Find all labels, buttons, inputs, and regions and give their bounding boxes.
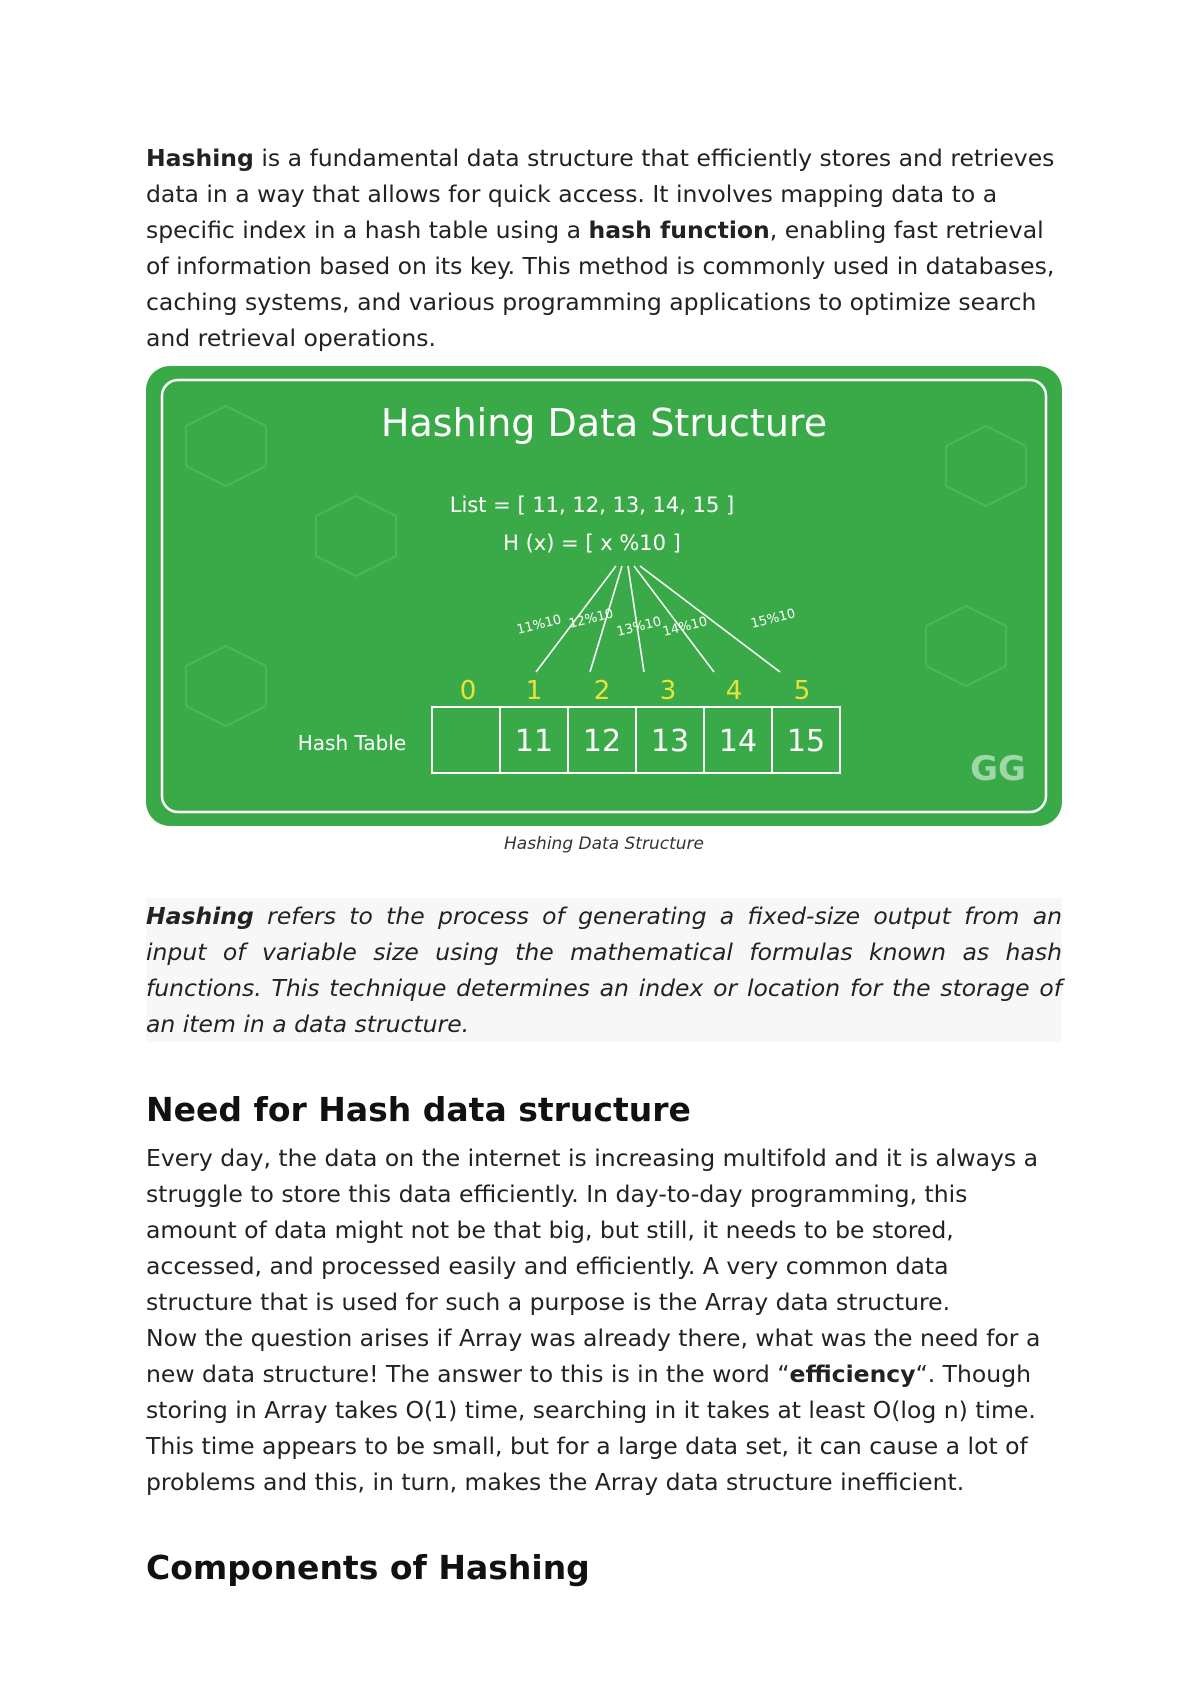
arrow-label-1: 11%10 — [515, 612, 564, 638]
intro-paragraph — [146, 140, 1062, 356]
arrow-label-2: 12%10 — [567, 606, 616, 632]
hash-cell-2-value: 12 — [582, 724, 622, 759]
hash-cell-3-value: 13 — [650, 724, 690, 759]
hash-table-label: Hash Table — [297, 731, 407, 755]
figure-title: Hashing Data Structure — [380, 401, 828, 445]
index-3: 3 — [659, 676, 677, 706]
intro-text-2: , enabling fast retrieval of information based on its key. This method is commonly used in databases, caching systems, and various programming applications to optimize search and retrieval operations. — [146, 216, 1055, 352]
hash-cell-4-value: 14 — [718, 724, 758, 759]
index-0: 0 — [459, 676, 477, 706]
intro-term: Hashing — [146, 144, 254, 172]
hash-cell-1-value: 11 — [514, 724, 554, 759]
hashing-figure — [146, 366, 1062, 826]
arrow-label-4: 14%10 — [661, 614, 710, 640]
index-1: 1 — [525, 676, 543, 706]
need-bold-efficiency: efficiency — [789, 1360, 916, 1388]
hash-cell-5-value: 15 — [786, 724, 826, 759]
components-heading: Components of Hashing — [146, 1548, 590, 1587]
hashing-diagram — [146, 366, 1062, 826]
need-para-2-a: Now the question arises if Array was already there, what was the need for a new data structure! The answer to this is in the word “ — [146, 1324, 1041, 1388]
figure-caption: Hashing Data Structure — [504, 834, 704, 854]
figure-list-line: List = [ 11, 12, 13, 14, 15 ] — [449, 493, 735, 517]
figure-hash-line: H (x) = [ x %10 ] — [503, 531, 681, 555]
need-paragraph-1: Every day, the data on the internet is increasing multifold and it is always a struggle to store this data efficiently. In day-to-day programming, this amount of data might not be that big, but still, it needs to be stored, accessed, and processed easily and efficiently. A very common data structure that is used for such a purpose is the Array data structure. — [146, 1144, 1038, 1316]
document-page — [146, 140, 1062, 1598]
index-4: 4 — [725, 676, 743, 706]
arrow-label-3: 13%10 — [615, 614, 664, 640]
need-para-2-b: “. Though storing in Array takes O(1) time, searching in it takes at least O(log n) time. This time appears to be small, but for a large data set, it can cause a lot of problems and this, in turn, makes the Array data structure inefficient. — [146, 1360, 1036, 1496]
intro-bold-hash-function: hash function — [588, 216, 770, 244]
index-2: 2 — [593, 676, 611, 706]
definition-paragraph — [146, 898, 1062, 1042]
gfg-logo: GG — [970, 749, 1026, 789]
definition-term: Hashing — [146, 902, 254, 930]
arrow-label-5: 15%10 — [749, 606, 798, 632]
intro-text-1: is a fundamental data structure that efficiently stores and retrieves data in a way that allows for quick access. It involves mapping data to a specific index in a hash table using a — [146, 144, 1055, 244]
definition-text: refers to the process of generating a fixed-size output from an input of variable size using the mathematical formulas known as hash functions. This technique determines an index or location for the storage of an item in a data structure. — [146, 902, 1062, 1038]
index-5: 5 — [793, 676, 811, 706]
need-paragraph-2 — [146, 1320, 1062, 1500]
need-heading: Need for Hash data structure — [146, 1090, 691, 1129]
